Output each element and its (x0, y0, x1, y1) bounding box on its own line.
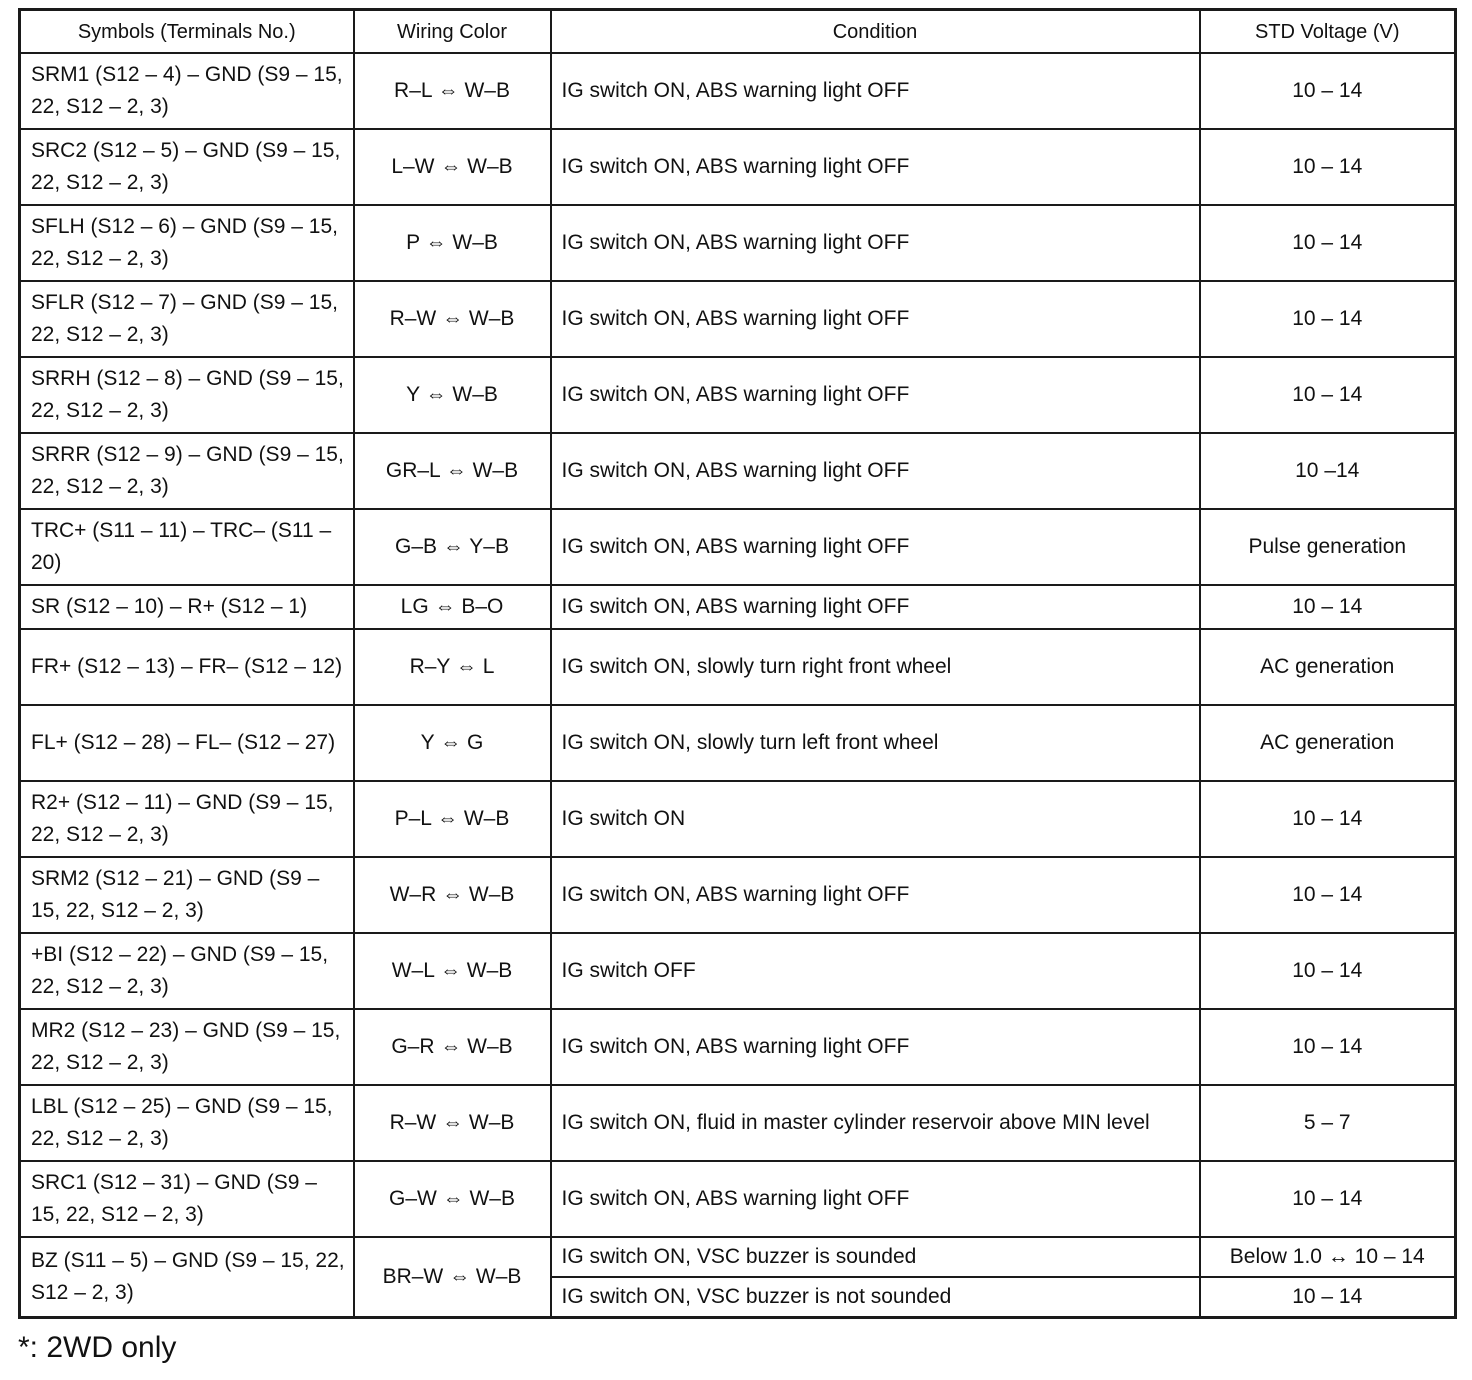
table-row-bz (20, 1237, 1456, 1277)
voltage-spec-sheet (18, 8, 1454, 1319)
table-row (20, 53, 1456, 129)
symbol-cell: MR2 (S12 – 23) – GND (S9 – 15, 22, S12 – 2, 3) (20, 1009, 354, 1085)
terminal-voltage-table (18, 8, 1457, 1319)
symbol-cell: SRM2 (S12 – 21) – GND (S9 – 15, 22, S12 – 2, 3) (20, 857, 354, 933)
footnote: *: 2WD only (18, 1331, 177, 1364)
voltage-cell: 10 – 14 (1200, 357, 1456, 433)
wiring-cell: Y ⇔ G (354, 705, 551, 781)
symbol-cell: SR (S12 – 10) – R+ (S12 – 1) (20, 585, 354, 629)
table-row (20, 509, 1456, 585)
wiring-cell: R–Y ⇔ L (354, 629, 551, 705)
table-row (20, 433, 1456, 509)
voltage-cell: 10 – 14 (1200, 53, 1456, 129)
wiring-cell: L–W ⇔ W–B (354, 129, 551, 205)
symbol-cell: FL+ (S12 – 28) – FL– (S12 – 27) (20, 705, 354, 781)
condition-cell: IG switch OFF (551, 933, 1200, 1009)
voltage-cell: Pulse generation (1200, 509, 1456, 585)
symbol-cell: SRC1 (S12 – 31) – GND (S9 – 15, 22, S12 – 2, 3) (20, 1161, 354, 1237)
voltage-cell: Below 1.0 ↔ 10 – 14 (1200, 1237, 1456, 1277)
table-row (20, 857, 1456, 933)
table-row (20, 205, 1456, 281)
table-row (20, 629, 1456, 705)
voltage-cell: 5 – 7 (1200, 1085, 1456, 1161)
wiring-cell: R–W ⇔ W–B (354, 1085, 551, 1161)
voltage-cell: 10 – 14 (1200, 781, 1456, 857)
header-std-voltage: STD Voltage (V) (1200, 10, 1456, 54)
condition-cell: IG switch ON, ABS warning light OFF (551, 857, 1200, 933)
condition-cell: IG switch ON, fluid in master cylinder reservoir above MIN level (551, 1085, 1200, 1161)
table-header (20, 10, 1456, 54)
voltage-cell: 10 – 14 (1200, 281, 1456, 357)
table-row (20, 1009, 1456, 1085)
table-body (20, 53, 1456, 1317)
voltage-cell: AC generation (1200, 629, 1456, 705)
condition-cell: IG switch ON, VSC buzzer is not sounded (551, 1277, 1200, 1317)
wiring-cell: G–W ⇔ W–B (354, 1161, 551, 1237)
wiring-cell: R–W ⇔ W–B (354, 281, 551, 357)
condition-cell: IG switch ON, slowly turn right front wheel (551, 629, 1200, 705)
condition-cell: IG switch ON, ABS warning light OFF (551, 1161, 1200, 1237)
table-row (20, 357, 1456, 433)
wiring-cell: GR–L ⇔ W–B (354, 433, 551, 509)
wiring-cell: BR–W ⇔ W–B (354, 1237, 551, 1317)
voltage-cell: AC generation (1200, 705, 1456, 781)
wiring-cell: P ⇔ W–B (354, 205, 551, 281)
symbol-cell: SFLR (S12 – 7) – GND (S9 – 15, 22, S12 – 2, 3) (20, 281, 354, 357)
voltage-cell: 10 – 14 (1200, 933, 1456, 1009)
table-row (20, 705, 1456, 781)
table-row (20, 1085, 1456, 1161)
header-symbols: Symbols (Terminals No.) (20, 10, 354, 54)
voltage-cell: 10 – 14 (1200, 129, 1456, 205)
symbol-cell: FR+ (S12 – 13) – FR– (S12 – 12) (20, 629, 354, 705)
header-row (20, 10, 1456, 54)
header-wiring-color: Wiring Color (354, 10, 551, 54)
condition-cell: IG switch ON, ABS warning light OFF (551, 433, 1200, 509)
symbol-cell: SRRR (S12 – 9) – GND (S9 – 15, 22, S12 – 2, 3) (20, 433, 354, 509)
condition-cell: IG switch ON, slowly turn left front wheel (551, 705, 1200, 781)
symbol-cell: TRC+ (S11 – 11) – TRC– (S11 – 20) (20, 509, 354, 585)
symbol-cell: +BI (S12 – 22) – GND (S9 – 15, 22, S12 – 2, 3) (20, 933, 354, 1009)
condition-cell: IG switch ON, ABS warning light OFF (551, 585, 1200, 629)
wiring-cell: R–L ⇔ W–B (354, 53, 551, 129)
condition-cell: IG switch ON (551, 781, 1200, 857)
symbol-cell: BZ (S11 – 5) – GND (S9 – 15, 22, S12 – 2, 3) (20, 1237, 354, 1317)
condition-cell: IG switch ON, ABS warning light OFF (551, 53, 1200, 129)
voltage-cell: 10 – 14 (1200, 1277, 1456, 1317)
voltage-cell: 10 – 14 (1200, 1161, 1456, 1237)
table-row (20, 1161, 1456, 1237)
condition-cell: IG switch ON, ABS warning light OFF (551, 1009, 1200, 1085)
wiring-cell: P–L ⇔ W–B (354, 781, 551, 857)
wiring-cell: G–B ⇔ Y–B (354, 509, 551, 585)
wiring-cell: W–R ⇔ W–B (354, 857, 551, 933)
condition-cell: IG switch ON, ABS warning light OFF (551, 509, 1200, 585)
condition-cell: IG switch ON, ABS warning light OFF (551, 205, 1200, 281)
condition-cell: IG switch ON, ABS warning light OFF (551, 357, 1200, 433)
voltage-cell: 10 – 14 (1200, 205, 1456, 281)
table-row (20, 933, 1456, 1009)
voltage-cell: 10 – 14 (1200, 585, 1456, 629)
symbol-cell: R2+ (S12 – 11) – GND (S9 – 15, 22, S12 – 2, 3) (20, 781, 354, 857)
condition-cell: IG switch ON, ABS warning light OFF (551, 281, 1200, 357)
symbol-cell: SRRH (S12 – 8) – GND (S9 – 15, 22, S12 – 2, 3) (20, 357, 354, 433)
table-row (20, 129, 1456, 205)
table-row (20, 781, 1456, 857)
wiring-cell: G–R ⇔ W–B (354, 1009, 551, 1085)
condition-cell: IG switch ON, VSC buzzer is sounded (551, 1237, 1200, 1277)
symbol-cell: SRM1 (S12 – 4) – GND (S9 – 15, 22, S12 – 2, 3) (20, 53, 354, 129)
wiring-cell: W–L ⇔ W–B (354, 933, 551, 1009)
voltage-cell: 10 –14 (1200, 433, 1456, 509)
wiring-cell: Y ⇔ W–B (354, 357, 551, 433)
symbol-cell: SFLH (S12 – 6) – GND (S9 – 15, 22, S12 – 2, 3) (20, 205, 354, 281)
header-condition: Condition (551, 10, 1200, 54)
symbol-cell: LBL (S12 – 25) – GND (S9 – 15, 22, S12 – 2, 3) (20, 1085, 354, 1161)
voltage-cell: 10 – 14 (1200, 1009, 1456, 1085)
table-row (20, 281, 1456, 357)
table-row (20, 585, 1456, 629)
wiring-cell: LG ⇔ B–O (354, 585, 551, 629)
symbol-cell: SRC2 (S12 – 5) – GND (S9 – 15, 22, S12 – 2, 3) (20, 129, 354, 205)
voltage-cell: 10 – 14 (1200, 857, 1456, 933)
condition-cell: IG switch ON, ABS warning light OFF (551, 129, 1200, 205)
